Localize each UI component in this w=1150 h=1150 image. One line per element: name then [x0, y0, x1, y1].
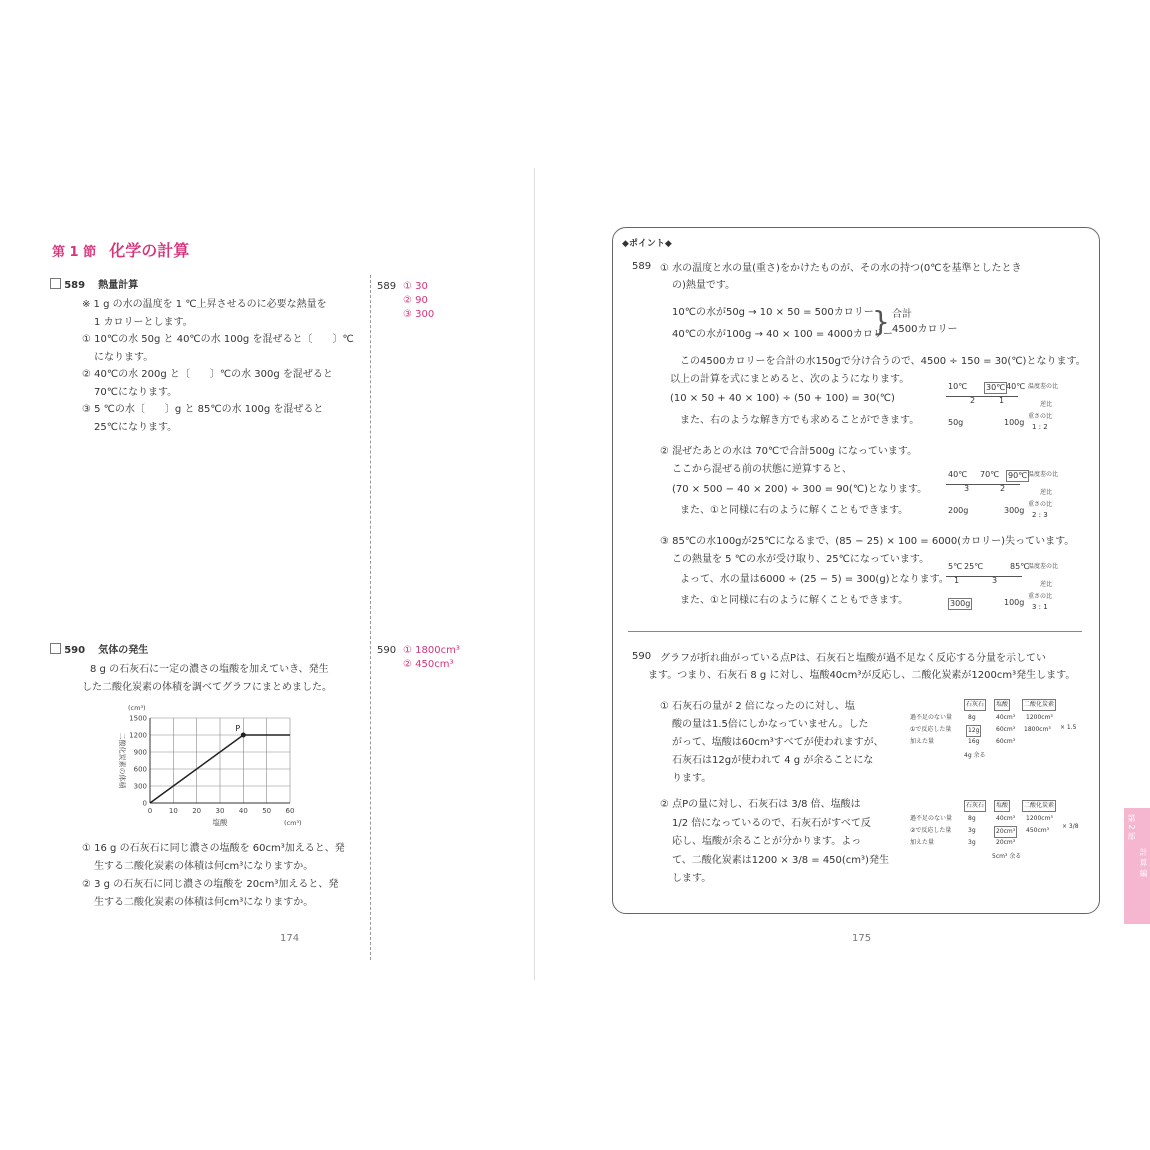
a589-line: ② 混ぜたあとの水は 70℃で合計500g になっています。: [660, 446, 918, 457]
y-tick-label: 300: [133, 782, 147, 791]
a589-line: この4500カロリーを合計の水150gで分け合うので、4500 ÷ 150 = 30(℃)となります。: [680, 356, 1086, 367]
q590-header: [50, 643, 148, 658]
gas-volume-chart: [100, 698, 310, 828]
a589-line: また、右のような解き方でも求めることができます。: [680, 415, 920, 426]
column-divider: [370, 275, 371, 960]
answer-item: ② 90: [403, 295, 428, 306]
q590-question: ① 16 g の石灰石に同じ濃さの塩酸を 60cm³加えると、発: [82, 843, 345, 854]
point-header: ◆ポイント◆: [622, 239, 672, 249]
table-cell: 16g: [968, 738, 980, 745]
table-header: 二酸化炭素: [1022, 699, 1056, 711]
a589-line: ③ 85℃の水100gが25℃になるまで、(85 − 25) × 100 = 6000(カロリー)失っています。: [660, 536, 1075, 547]
table-cell: 加えた量: [910, 839, 935, 846]
page-number-left: 174: [280, 933, 300, 944]
diagram-ratio: 1 : 2: [1032, 423, 1048, 431]
point-p-label: P: [235, 724, 241, 733]
x-tick-label: 20: [192, 807, 202, 815]
x-tick-label: 10: [168, 807, 178, 815]
q589-body: [82, 296, 354, 436]
answer-item: ② 450cm³: [403, 659, 454, 670]
a589-calc-line: 40℃の水が100g → 40 × 100 = 4000カロリー: [672, 329, 893, 340]
table-cell: 40cm³: [996, 815, 1016, 822]
a589-line: の)熱量です。: [672, 280, 736, 291]
a589-line: また、①と同様に右のように解くこともできます。: [680, 504, 909, 516]
table-cell: 3g: [968, 839, 976, 846]
a590-number: 590: [632, 651, 652, 662]
diagram-note: 温度差の比: [1028, 383, 1059, 390]
y-tick-label: 900: [133, 748, 147, 757]
temp-label: 40℃: [1006, 382, 1026, 391]
brace-label: [892, 307, 957, 337]
diagram-note: 重さの比: [1028, 593, 1053, 600]
diagram-ratio: 3 : 1: [1032, 603, 1048, 611]
q589-header: [50, 278, 138, 293]
ratio-diagram-2: [944, 470, 1080, 520]
table-cell: 20cm³: [996, 839, 1016, 846]
temp-label: 25℃: [964, 562, 984, 571]
a589-intro: [660, 260, 1021, 294]
q589-line: ① 10℃の水 50g と 40℃の水 100g を混ぜると〔 〕℃: [82, 334, 354, 345]
table-cell: 60cm³: [996, 726, 1016, 733]
a589-line: ① 水の温度と水の量(重さ)をかけたものが、その水の持つ(0℃を基準としたとき: [660, 263, 1022, 274]
q589-heading: 熱量計算: [98, 280, 139, 291]
a590-line: します。: [672, 873, 712, 884]
table-remainder: 4g 余る: [964, 752, 986, 759]
diagram-note: 重さの比: [1028, 501, 1053, 508]
mass-label: 300g: [950, 599, 971, 608]
section-heading: 化学の計算: [109, 241, 190, 260]
section-divider: [628, 631, 1082, 632]
mass-label: 200g: [948, 506, 969, 515]
side-tab-part: 第 2 部: [1127, 814, 1136, 841]
table-cell: 1800cm³: [1024, 726, 1051, 733]
a590-line: ① 石灰石の量が 2 倍になったのに対し、塩: [660, 701, 855, 712]
answer-list: [403, 280, 434, 322]
a590-line: がって、塩酸は60cm³すべてが使われますが、: [672, 737, 884, 748]
mass-label: 300g: [1004, 506, 1025, 515]
table-header: 石灰石: [964, 800, 986, 812]
section-mark: 第 1 節: [52, 245, 97, 260]
a589-line: (70 × 500 − 40 × 200) ÷ 300 = 90(℃)となります。: [672, 484, 928, 495]
a590-line: ります。: [672, 773, 712, 784]
answer-item: ① 30: [403, 281, 428, 292]
table-cell: 加えた量: [910, 738, 935, 745]
a589-line: (10 × 50 + 40 × 100) ÷ (50 + 100) = 30(℃): [670, 393, 895, 404]
q590-question: 生する二酸化炭素の体積は何cm³になりますか。: [94, 861, 314, 872]
q589-line: 1 カロリーとします。: [94, 316, 193, 328]
a590-part1: [660, 698, 884, 788]
y-unit: (cm³): [128, 704, 146, 712]
answer-item: ① 1800cm³: [403, 645, 460, 656]
reaction-table-2: [908, 800, 1084, 860]
a589-line: 以上の計算を式にまとめると、次のようになります。: [670, 374, 910, 385]
mass-label: 100g: [1004, 598, 1025, 607]
a590-part2: [660, 796, 889, 889]
q590-questions: [82, 840, 345, 912]
diagram-note: 重さの比: [1028, 413, 1053, 420]
x-tick-label: 40: [238, 807, 248, 815]
diagram-ratio: 2 : 3: [1032, 511, 1048, 519]
y-tick-label: 1200: [129, 731, 147, 740]
ratio-label: 2: [970, 396, 976, 405]
answer-item: ③ 300: [403, 309, 435, 320]
q590-question: ② 3 g の石灰石に同じ濃さの塩酸を 20cm³加えると、発: [82, 879, 339, 890]
temp-label: 90℃: [1008, 471, 1028, 480]
brace-label-line: 4500カロリー: [892, 324, 958, 335]
temp-label: 5℃: [948, 562, 963, 571]
table-remainder: 5cm³ 余る: [992, 853, 1022, 860]
y-tick-label: 600: [133, 765, 147, 774]
answer-number: 589: [377, 281, 397, 292]
temp-label: 10℃: [948, 382, 968, 391]
q589-line: になります。: [94, 351, 154, 363]
diagram-note: 逆比: [1040, 489, 1053, 496]
x-tick-label: 0: [147, 807, 153, 815]
a590-line: ます。つまり、石灰石 8 g に対し、塩酸40cm³が反応し、二酸化炭素が1200cm³発生します。: [648, 670, 1076, 681]
a589-number: 589: [632, 261, 652, 272]
table-cell: 8g: [968, 815, 976, 822]
table-header: 石灰石: [964, 699, 986, 711]
q589-number: 589: [64, 280, 86, 291]
a590-intro: [648, 650, 1076, 684]
ratio-label: 3: [992, 576, 998, 585]
temp-label: 85℃: [1010, 562, 1030, 571]
table-cell: 過不足のない量: [910, 714, 953, 721]
q589-line: 70℃になります。: [94, 386, 178, 398]
q589-line: ② 40℃の水 200g と〔 〕℃の水 300g を混ぜると: [82, 369, 333, 380]
chapter-side-tab: [1124, 808, 1150, 924]
q590-line: 8 g の石灰石に一定の濃さの塩酸を加えていき、発生: [90, 664, 329, 675]
q590-heading: 気体の発生: [98, 645, 149, 656]
temp-label: 30℃: [986, 383, 1006, 392]
diagram-line: [946, 396, 1018, 397]
a589-calc: [672, 302, 893, 346]
diagram-note: 逆比: [1040, 401, 1053, 408]
page-number-right: 175: [852, 933, 872, 944]
table-cell: 8g: [968, 714, 976, 721]
ratio-label: 2: [1000, 484, 1006, 493]
y-axis-label: 二酸化炭素の体積: [118, 732, 126, 789]
ratio-diagram-1: [944, 382, 1080, 432]
a590-line: 石灰石は12gが使われて 4 g が余ることにな: [672, 755, 874, 766]
a589-line: よって、水の量は6000 ÷ (25 − 5) = 300(g)となります。: [680, 574, 949, 585]
reaction-table-1: [908, 699, 1084, 759]
q590-answers: [377, 644, 460, 670]
q590-question: 生する二酸化炭素の体積は何cm³になりますか。: [94, 897, 314, 908]
ratio-diagram-3: [944, 562, 1080, 612]
table-cell: 3g: [968, 827, 976, 834]
mass-label: 50g: [948, 418, 964, 427]
brace-label-line: 合計: [892, 309, 912, 320]
a589-line: ここから混ぜる前の状態に逆算すると、: [672, 463, 852, 475]
side-tab-title: 計 算 編: [1139, 848, 1148, 878]
a590-line: 酸の量は1.5倍にしかなっていません。した: [672, 719, 869, 730]
x-tick-label: 50: [262, 807, 272, 815]
table-cell: 1200cm³: [1026, 714, 1053, 721]
mass-label: 100g: [1004, 418, 1025, 427]
q589-line: 25℃になります。: [94, 421, 178, 433]
a589-line: また、①と同様に右のように解くこともできます。: [680, 594, 909, 606]
x-unit: (cm³): [284, 819, 302, 827]
x-tick-label: 60: [285, 807, 295, 815]
table-cell: ②で反応した量: [910, 827, 952, 834]
y-tick-label: 1500: [129, 714, 147, 723]
ratio-label: 3: [964, 484, 970, 493]
diagram-note: 温度差の比: [1028, 563, 1059, 570]
table-cell: 1200cm³: [1026, 815, 1053, 822]
table-cell: ①で反応した量: [910, 726, 952, 733]
section-title: [52, 238, 189, 261]
x-axis-label: 塩酸: [212, 818, 228, 827]
a590-line: ② 点Pの量に対し、石灰石は 3/8 倍、塩酸は: [660, 799, 861, 810]
diagram-note: 逆比: [1040, 581, 1053, 588]
table-cell: 450cm³: [1026, 827, 1050, 834]
q589-answers: [377, 280, 435, 320]
x-tick-label: 30: [215, 807, 225, 815]
q589-line: ③ 5 ℃の水〔 〕g と 85℃の水 100g を混ぜると: [82, 404, 324, 415]
table-cell: 60cm³: [996, 738, 1016, 745]
a590-line: て、二酸化炭素は1200 × 3/8 = 450(cm³)発生: [672, 854, 889, 866]
table-cell: 40cm³: [996, 714, 1016, 721]
table-cell: 過不足のない量: [910, 815, 953, 822]
table-header: 塩酸: [994, 699, 1010, 711]
y-tick-label: 0: [142, 799, 147, 808]
temp-label: 70℃: [980, 470, 1000, 479]
q589-line: ※ 1 g の水の温度を 1 ℃上昇させるのに必要な熱量を: [82, 299, 327, 310]
diagram-note: 温度差の比: [1028, 471, 1059, 478]
table-cell: 20cm³: [994, 826, 1017, 838]
table-header: 二酸化炭素: [1022, 800, 1056, 812]
a589-line: この熱量を 5 ℃の水が受け取り、25℃になっています。: [672, 553, 930, 565]
point-p-marker: [241, 733, 246, 738]
table-multiplier: × 1.5: [1060, 724, 1077, 731]
table-multiplier: × 3/8: [1062, 823, 1079, 830]
checkbox-icon: [50, 278, 61, 289]
a590-line: 応し、塩酸が余ることが分かります。よっ: [672, 836, 862, 847]
a589-calc-line: 10℃の水が50g → 10 × 50 = 500カロリー: [672, 307, 874, 318]
ratio-label: 1: [999, 396, 1005, 405]
q590-number: 590: [64, 645, 86, 656]
answer-list: [403, 644, 460, 672]
checkbox-icon: [50, 643, 61, 654]
q590-line: した二酸化炭素の体積を調べてグラフにまとめました。: [82, 682, 332, 693]
a590-line: 1/2 倍になっているので、石灰石がすべて反: [672, 817, 871, 829]
a589-part2: [660, 443, 927, 519]
ratio-label: 1: [954, 576, 960, 585]
table-header: 塩酸: [994, 800, 1010, 812]
diagram-line: [946, 484, 1020, 485]
brace-icon: }: [872, 305, 890, 338]
a590-line: グラフが折れ曲がっている点Pは、石灰石と塩酸が過不足なく反応する分量を示してい: [660, 653, 1047, 664]
page-fold: [534, 168, 535, 980]
answer-number: 590: [377, 645, 397, 656]
table-cell: 12g: [966, 725, 981, 737]
temp-label: 40℃: [948, 470, 968, 479]
q590-body: [82, 661, 332, 697]
